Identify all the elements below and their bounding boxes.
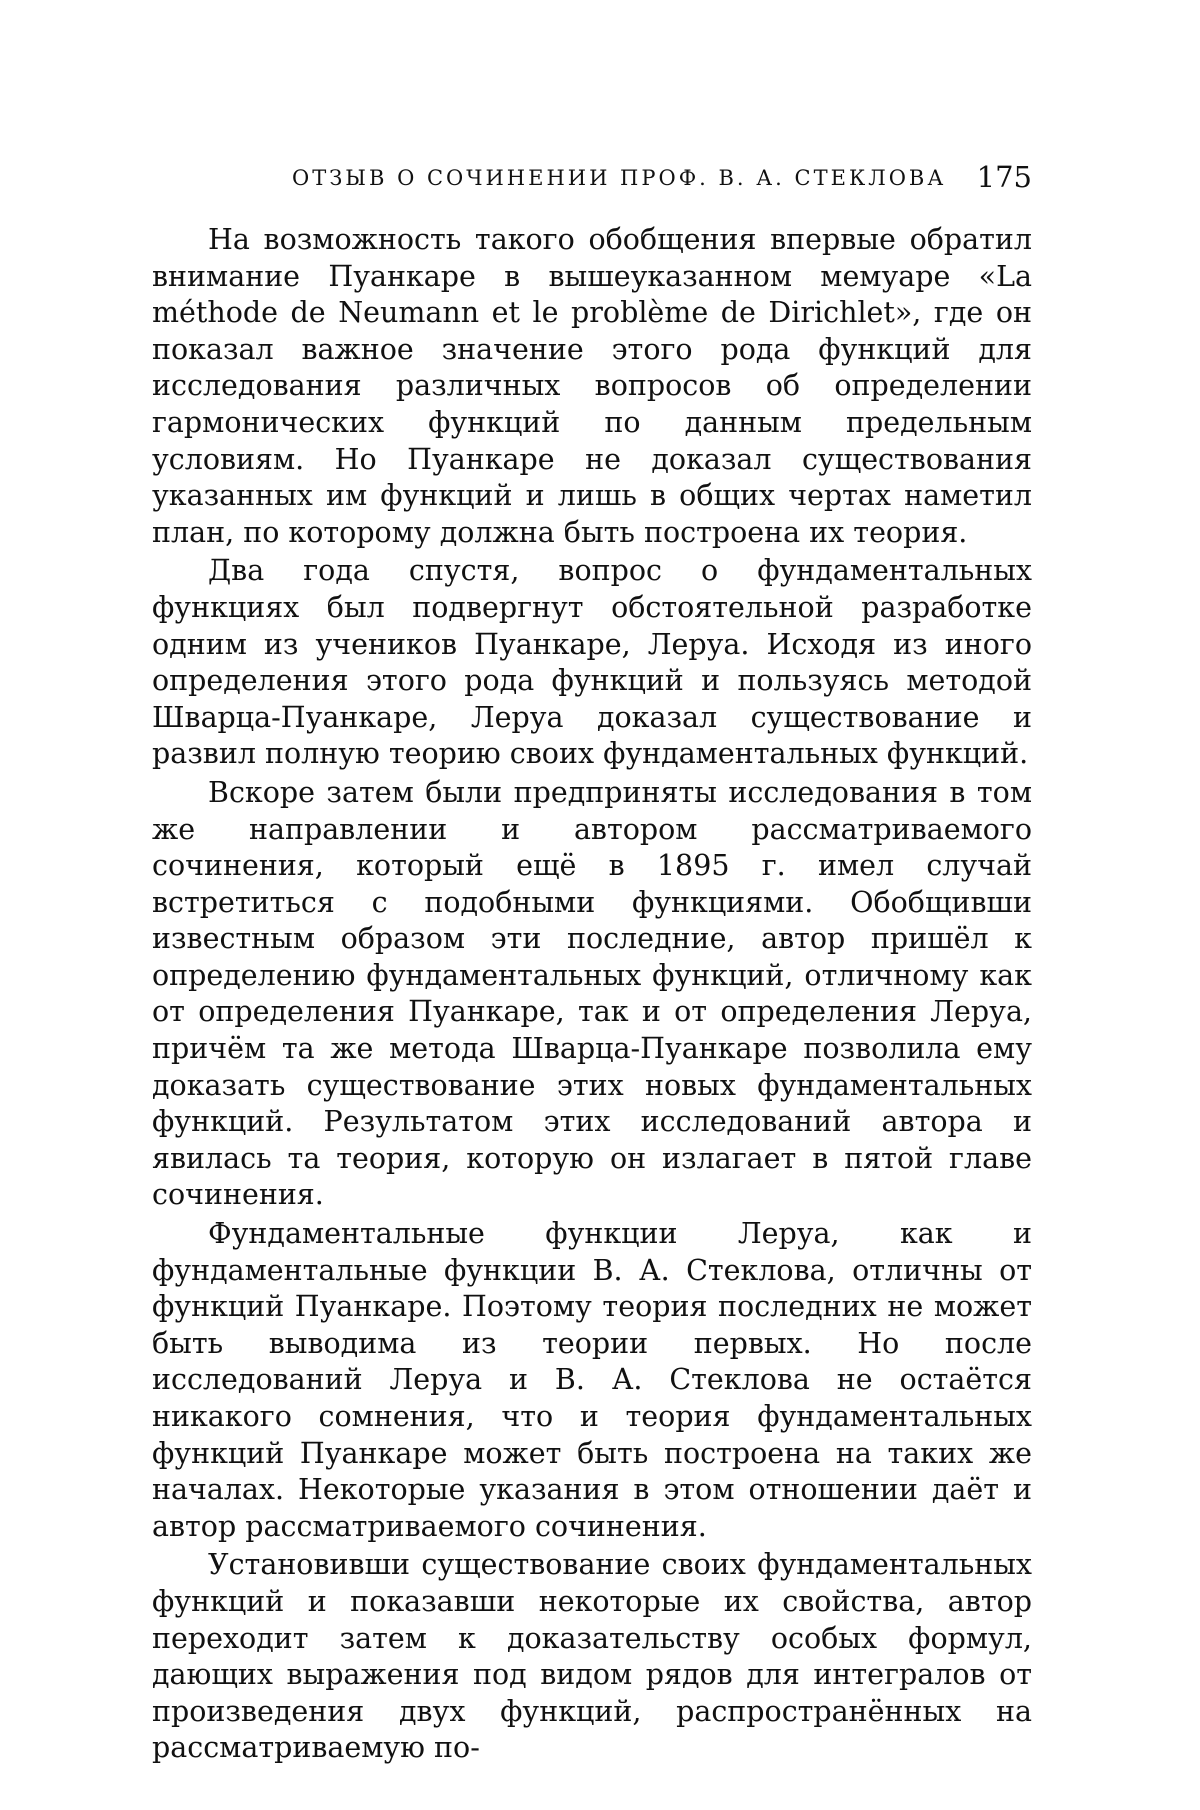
running-head [152,160,1032,200]
paragraph-4: Фундаментальные функции Леруа, как и фундаментальные функции В. А. Стеклова, отличны от функций Пуанкаре. Поэтому теория последних не может быть выводима из теории первых. Но после исследований Леруа и В. А. Стеклова не остаётся никакого сомнения, что и теория фундаментальных функций Пуанкаре может быть построена на таких же началах. Некоторые указания в этом отношении даёт и автор рассматриваемого сочинения. [152,1216,1032,1545]
paragraph-3: Вскоре затем были предприняты исследования в том же направлении и автором рассматриваемого сочинения, который ещё в 1895 г. имел случай встретиться с подобными функциями. Обобщивши известным образом эти последние, автор пришёл к определению фундаментальных функций, отличному как от определения Пуанкаре, так и от определения Леруа, причём та же метода Шварца-Пуанкаре позволила ему доказать существование этих новых фундаментальных функций. Результатом этих исследований автора и явилась та теория, которую он излагает в пятой главе сочинения. [152,775,1032,1214]
body-text [152,222,1032,1769]
paragraph-2: Два года спустя, вопрос о фундаментальных функциях был подвергнут обстоятельной разработке одним из учеников Пуанкаре, Леруа. Исходя из иного определения этого рода функций и пользуясь методой Шварца-Пуанкаре, Леруа доказал существование и развил полную теорию своих фундаментальных функций. [152,553,1032,773]
page-number: 175 [977,160,1032,194]
book-page [0,0,1200,1810]
paragraph-1: На возможность такого обобщения впервые обратил внимание Пуанкаре в вышеуказанном мемуаре «La méthode de Neumann et le problème de Dirichlet», где он показал важное значение этого рода функций для исследования различных вопросов об определении гармонических функций по данным предельным условиям. Но Пуанкаре не доказал существования указанных им функций и лишь в общих чертах наметил план, по которому должна быть построена их теория. [152,222,1032,551]
paragraph-5: Установивши существование своих фундаментальных функций и показавши некоторые их свойства, автор переходит затем к доказательству особых формул, дающих выражения под видом рядов для интегралов от произведения двух функций, распространённых на рассматриваемую по- [152,1547,1032,1767]
running-title: ОТЗЫВ О СОЧИНЕНИИ ПРОФ. В. А. СТЕКЛОВА [292,166,946,190]
